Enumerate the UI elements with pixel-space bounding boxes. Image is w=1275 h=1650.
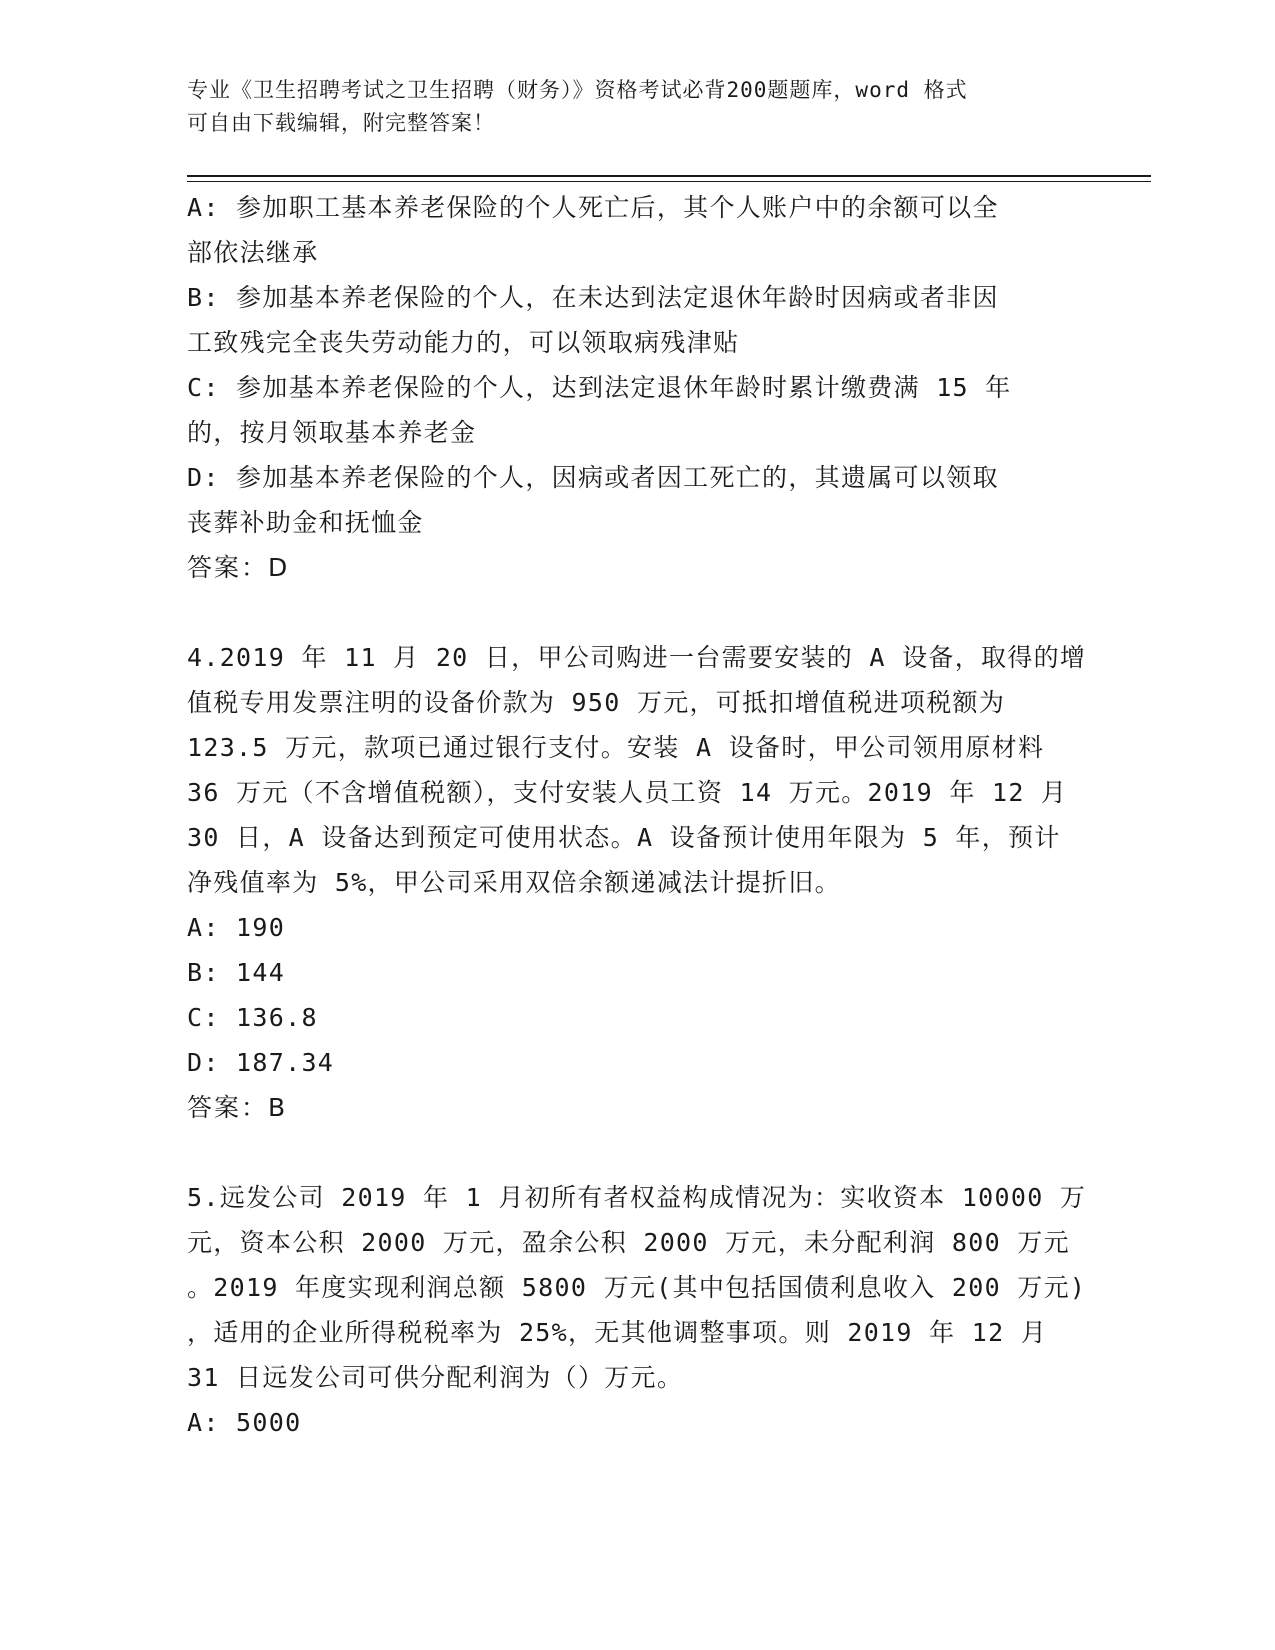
stem-line: 元，资本公积 2000 万元，盈余公积 2000 万元，未分配利润 800 万元 <box>187 1228 1070 1257</box>
question-3 <box>187 185 1087 590</box>
question-4 <box>187 635 1087 1130</box>
stem-line: 5.远发公司 2019 年 1 月初所有者权益构成情况为：实收资本 10000 万 <box>187 1183 1087 1212</box>
question-stem <box>187 635 1087 905</box>
document-body <box>187 185 1087 1445</box>
option-text-line: 丧葬补助金和抚恤金 <box>187 508 424 537</box>
option-c <box>187 365 1087 455</box>
question-stem <box>187 1175 1087 1400</box>
stem-line: 4.2019 年 11 月 20 日，甲公司购进一台需要安装的 A 设备，取得的增 <box>187 643 1087 672</box>
header-line-2: 可自由下载编辑，附完整答案！ <box>187 111 495 135</box>
option-a <box>187 185 1087 275</box>
option-text-line: A: 参加职工基本养老保险的个人死亡后，其个人账户中的余额可以全 <box>187 193 999 222</box>
option-b: B: 144 <box>187 958 286 987</box>
option-text-line: B: 参加基本养老保险的个人，在未达到法定退休年龄时因病或者非因 <box>187 283 999 312</box>
option-d: D: 187.34 <box>187 1048 335 1077</box>
option-text-line: 的，按月领取基本养老金 <box>187 418 477 447</box>
option-a: A: 5000 <box>187 1408 302 1437</box>
option-a: A: 190 <box>187 913 286 942</box>
answer-line: 答案：B <box>187 1093 288 1122</box>
option-b <box>187 275 1087 365</box>
answer-line: 答案：D <box>187 553 290 582</box>
stem-line: 值税专用发票注明的设备价款为 950 万元，可抵扣增值税进项税额为 <box>187 688 1006 717</box>
header-divider-thick <box>187 175 1151 177</box>
option-c: C: 136.8 <box>187 1003 318 1032</box>
option-text-line: C: 参加基本养老保险的个人，达到法定退休年龄时累计缴费满 15 年 <box>187 373 1012 402</box>
stem-line: 36 万元（不含增值税额），支付安装人员工资 14 万元。2019 年 12 月 <box>187 778 1068 807</box>
spacer <box>187 1130 1087 1175</box>
stem-line: ，适用的企业所得税税率为 25%，无其他调整事项。则 2019 年 12 月 <box>187 1318 1048 1347</box>
stem-line: 30 日，A 设备达到预定可使用状态。A 设备预计使用年限为 5 年，预计 <box>187 823 1061 852</box>
header-line-1: 专业《卫生招聘考试之卫生招聘（财务）》资格考试必背200题题库，word 格式 <box>187 78 968 102</box>
option-text-line: 部依法继承 <box>187 238 319 267</box>
stem-line: 123.5 万元，款项已通过银行支付。安装 A 设备时，甲公司领用原材料 <box>187 733 1045 762</box>
spacer <box>187 590 1087 635</box>
header-divider-thin <box>187 181 1151 182</box>
stem-line: 31 日远发公司可供分配利润为（）万元。 <box>187 1363 684 1392</box>
document-header <box>187 74 1067 140</box>
option-d <box>187 455 1087 545</box>
question-5 <box>187 1175 1087 1445</box>
option-text-line: 工致残完全丧失劳动能力的，可以领取病残津贴 <box>187 328 740 357</box>
stem-line: 净残值率为 5%，甲公司采用双倍余额递减法计提折旧。 <box>187 868 841 897</box>
option-text-line: D: 参加基本养老保险的个人，因病或者因工死亡的，其遗属可以领取 <box>187 463 999 492</box>
stem-line: 。2019 年度实现利润总额 5800 万元(其中包括国债利息收入 200 万元) <box>187 1273 1087 1302</box>
